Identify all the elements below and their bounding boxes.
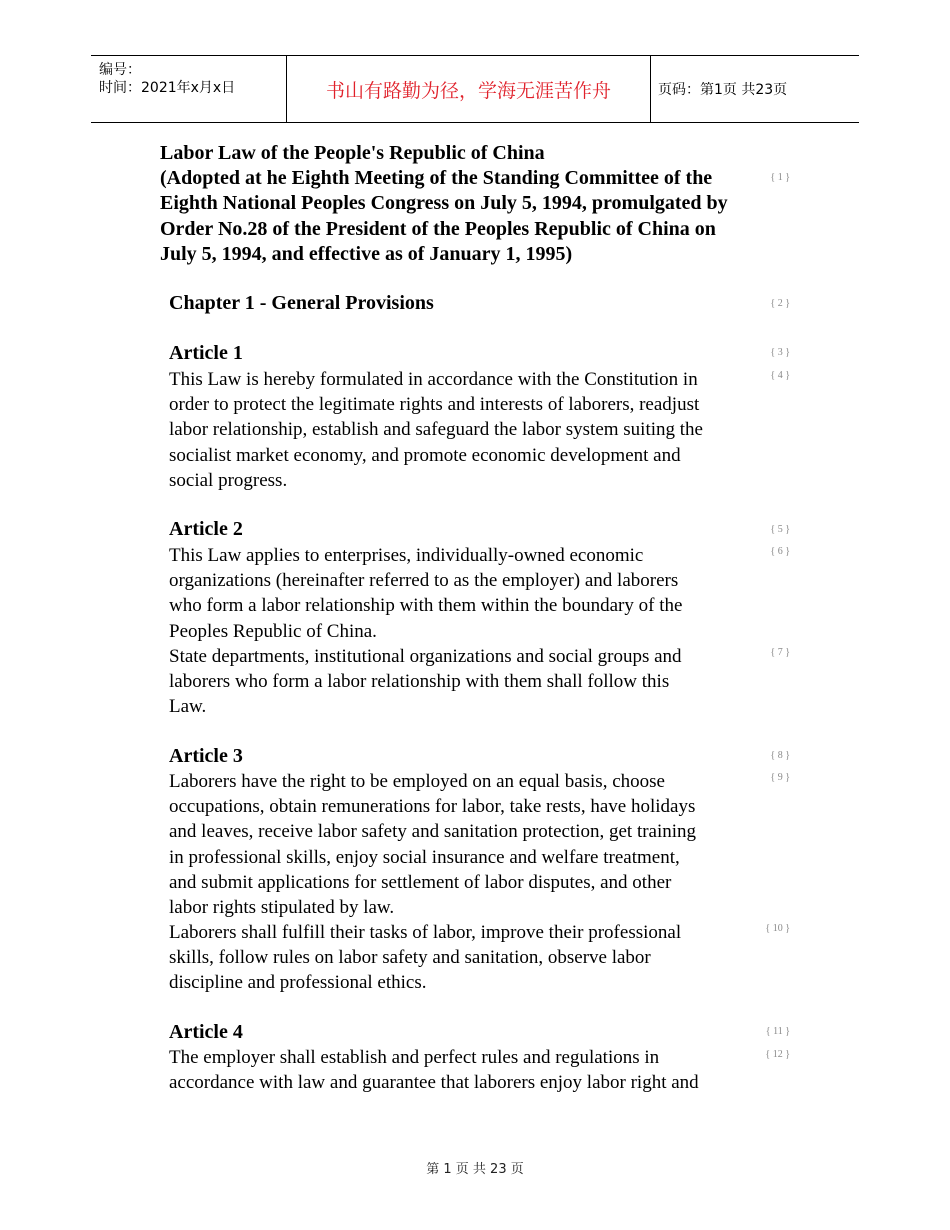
document-time-label: 时间：2021年x月x日 bbox=[99, 80, 236, 96]
text-line: Laborers have the right to be employed on an equal basis, choose bbox=[169, 771, 665, 792]
text-line: labor relationship, establish and safeguard the labor system suiting the bbox=[169, 419, 703, 441]
segment-marker: { 5 } bbox=[770, 524, 790, 535]
segment-marker: { 2 } bbox=[770, 298, 790, 309]
text-line: discipline and professional ethics. bbox=[169, 972, 427, 994]
page-info-text: 页码：第1页 共23页 bbox=[658, 82, 788, 98]
title-line: (Adopted at he Eighth Meeting of the Standing Committee of the bbox=[160, 167, 713, 190]
article-2-heading: Article 2 bbox=[169, 518, 243, 540]
segment-marker: { 4 } bbox=[770, 370, 790, 381]
segment-marker: { 8 } bbox=[770, 750, 790, 761]
text-line: Law. bbox=[169, 696, 207, 718]
page-footer: 第 1 页 共 23 页 bbox=[426, 1162, 524, 1177]
text-line: Laborers shall fulfill their tasks of labor, improve their professional bbox=[169, 922, 682, 943]
segment-marker: { 11 } bbox=[765, 1026, 790, 1037]
text-line: occupations, obtain remunerations for labor, take rests, have holidays bbox=[169, 796, 696, 818]
article-4-paragraph-1 bbox=[169, 1045, 699, 1095]
segment-marker: { 3 } bbox=[770, 347, 790, 358]
text-line: organizations (hereinafter referred to as the employer) and laborers bbox=[169, 570, 679, 592]
article-3-paragraph-2 bbox=[169, 920, 681, 996]
text-line: Peoples Republic of China. bbox=[169, 620, 377, 642]
text-line: social progress. bbox=[169, 469, 288, 491]
title-line: Eighth National Peoples Congress on July 5, 1994, promulgated by bbox=[160, 192, 728, 215]
text-line: socialist market economy, and promote economic development and bbox=[169, 444, 681, 466]
text-line: skills, follow rules on labor safety and sanitation, observe labor bbox=[169, 947, 651, 969]
text-line: who form a labor relationship with them within the boundary of the bbox=[169, 595, 683, 617]
title-line: Order No.28 of the President of the Peoples Republic of China on bbox=[160, 217, 716, 240]
text-line: This Law applies to enterprises, individually-owned economic bbox=[169, 545, 644, 566]
segment-marker: { 1 } bbox=[770, 172, 790, 183]
segment-marker: { 9 } bbox=[770, 772, 790, 783]
article-1-heading: Article 1 bbox=[169, 342, 243, 364]
segment-marker: { 7 } bbox=[770, 647, 790, 658]
text-line: The employer shall establish and perfect rules and regulations in bbox=[169, 1047, 660, 1068]
article-2-paragraph-1 bbox=[169, 543, 682, 644]
title-line: Labor Law of the People's Republic of China bbox=[160, 142, 545, 164]
text-line: and leaves, receive labor safety and sanitation protection, get training bbox=[169, 821, 697, 843]
title-line: July 5, 1994, and effective as of January 1, 1995) bbox=[160, 242, 573, 265]
text-line: in professional skills, enjoy social insurance and welfare treatment, bbox=[169, 846, 680, 868]
article-3-paragraph-1 bbox=[169, 769, 696, 920]
text-line: and submit applications for settlement of labor disputes, and other bbox=[169, 871, 672, 893]
text-line: accordance with law and guarantee that laborers enjoy labor right and bbox=[169, 1072, 699, 1094]
document-title bbox=[160, 141, 765, 267]
segment-marker: { 10 } bbox=[765, 923, 790, 934]
segment-marker: { 6 } bbox=[770, 546, 790, 557]
chapter-1-heading: Chapter 1 - General Provisions bbox=[169, 292, 434, 314]
header-motto: 书山有路勤为径，学海无涯苦作舟 bbox=[286, 56, 651, 122]
article-2-paragraph-2 bbox=[169, 644, 682, 720]
text-line: labor rights stipulated by law. bbox=[169, 897, 395, 919]
text-line: State departments, institutional organizations and social groups and bbox=[169, 646, 682, 667]
text-line: laborers who form a labor relationship with them shall follow this bbox=[169, 671, 670, 693]
article-1-paragraph bbox=[169, 367, 703, 493]
document-number-label: 编号： bbox=[99, 62, 141, 78]
article-4-heading: Article 4 bbox=[169, 1021, 243, 1043]
text-line: order to protect the legitimate rights and interests of laborers, readjust bbox=[169, 394, 700, 416]
text-line: This Law is hereby formulated in accordance with the Constitution in bbox=[169, 369, 698, 390]
segment-marker: { 12 } bbox=[765, 1049, 790, 1060]
article-3-heading: Article 3 bbox=[169, 745, 243, 767]
